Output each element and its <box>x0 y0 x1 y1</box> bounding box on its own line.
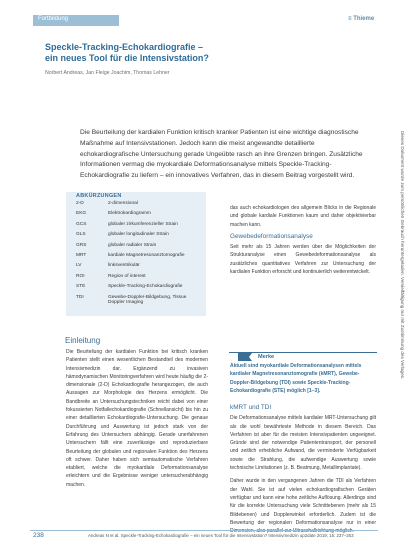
abbreviation-row <box>76 243 206 253</box>
right-para-3: Die Deformationsanalyse mittels kardialer MRT-Untersuchung gilt als die wohl bewährteste Methode in diesem Bereich. Das Verfahren ist aber für die meisten Intensivpatienten ungeeignet. Gründe sind der notwendige Patiententransport, der personell und zeitlich erhebliche Aufwand, die verminderte Verfügbarkeit sowie die Strahlung, die aufwendige Auswertung sowie technische Limitationen (z. B. Beatmung, Metallimplantate). <box>230 415 376 472</box>
abbreviation-key: LV <box>76 263 82 269</box>
abbreviation-row <box>76 232 206 242</box>
abbreviation-value: kardiale Magnetresonanztomografie <box>108 253 185 258</box>
publisher-mark <box>348 16 374 22</box>
abbreviation-row <box>76 284 206 294</box>
publisher-name: Thieme <box>353 16 375 22</box>
section-heading-kmrt-tdi: kMRT und TDI <box>230 404 272 411</box>
abbreviation-key: EKG <box>76 211 87 217</box>
abbreviation-key: GCS <box>76 221 87 227</box>
abbreviation-key: 2-D <box>76 201 84 206</box>
merke-text: Aktuell sind myokardiale Deformationsanalysen mittels kardialer Magnetresonanztomografie (kMRT), Gewebe-Doppler-Bildgebung (TDI) sowie Speckle-Tracking-Echokardiografie (STE) möglich [1–3]. <box>230 363 362 394</box>
abbreviation-row <box>76 211 206 221</box>
abbreviation-value: globaler radialer Strain <box>108 242 157 248</box>
merke-flag-icon <box>238 353 252 361</box>
right-column-lower <box>230 404 376 535</box>
article-title <box>45 42 345 64</box>
abbreviation-value: Speckle-Tracking-Echokardiografie <box>108 284 183 290</box>
section-label: Fortbildung <box>38 16 69 22</box>
abbreviation-value: Gewebe-Doppler-Bildgebung, Tissue Doppler Imaging <box>108 294 187 305</box>
right-para-2: Seit mehr als 15 Jahren werden über die Möglichkeiten der Strukturanalyse einen Gewebedeformationsanalyse als zusätzliches quantitatives Verfahren zur Untersuchung der kardialen Funktion erforscht und kontinuierlich weiterentwickelt. <box>230 244 376 276</box>
abbreviation-key: ROI <box>76 273 85 279</box>
abbreviation-key: GRS <box>76 242 87 248</box>
title-line-1: Speckle-Tracking-Echokardiografie – <box>45 42 204 52</box>
intro-heading: Einleitung <box>65 336 101 345</box>
abbreviation-row <box>76 274 206 284</box>
abstract: Die Beurteilung der kardialen Funktion kritisch kranker Patienten ist eine wichtige diagnostische Maßnahme auf Intensivstationen. Jedoch kann die meist angewandte detaillierte echokardiografische Untersuchung gerade Ungeübte rasch an ihre Grenzen bringen. Zusätzliche Informationen vermag die myokardiale Deformationsanalyse mittels Speckle-Tracking-Echokardiografie zu liefern – ein innovatives Verfahren, das in diesem Beitrag vorgestellt wird. <box>80 129 363 180</box>
side-note-text: Dieses Dokument wurde zum persönlichen Gebrauch heruntergeladen. Vervielfältigung nur mit Zustimmung des Verlages. <box>400 131 405 380</box>
section-heading-deformation: Gewebedeformationsanalyse <box>230 232 313 240</box>
abbreviation-row <box>76 253 206 263</box>
abbreviation-row <box>76 263 206 273</box>
page-number: 238 <box>33 532 44 539</box>
abbreviation-row <box>76 295 206 305</box>
abbreviation-key: GLS <box>76 232 86 238</box>
right-para-1: das auch echokardiologen des allgemein Blicks in die Regionale und globale kardiale Funktionen kaum und daher objektivierbar machen kann. <box>230 205 376 228</box>
abbreviation-value: 2-dimensional <box>108 201 138 206</box>
merke-label: Merke <box>258 354 275 360</box>
publisher-icon: ≡ <box>348 16 352 22</box>
abbreviations-list <box>76 201 206 316</box>
abbreviation-value: linksventrikulär <box>108 263 140 269</box>
title-line-2: ein neues Tool für die Intensivstation? <box>45 53 209 63</box>
abbreviation-value: globaler zirkumferenzieller Strain <box>108 221 178 227</box>
abbreviation-value: globaler longitudinaler Strain <box>108 232 169 238</box>
footer-citation: Andreas N et al. Speckle-Tracking-Echokardiografie – ein neues Tool für die Intensivstation? Intensivmedizin up2date 2019; 15: 237–253 <box>88 533 354 538</box>
section-tab <box>33 15 119 26</box>
intro-text: Die Beurteilung der kardialen Funktion bei kritisch kranken Patienten stellt einen wesentlichen Bestandteil des modernen Intensivmedizin dar. Ergänzend zu invasiven hämodynamischen Monitoringverfahren wird heute häufig die 2-dimensionale (2-D) Echokardiografie herangezogen, die auch Aussagen zur Morphologie des Herzens ermöglicht. Die Bandbreite an Untersuchungstechniken reicht dabei von einer fokussierten Notfallechokardiografie (Schnellansicht) bis hin zu einer detaillierten Echokardiografie-Untersuchung. Die genaue Durchführung und Auswertung ist jedoch stark von der Erfahrung des Untersuchers abhängig. Gerade unerfahrenen Untersuchern fällt eine zuverlässige und reproduzierbare Beurteilung der globalen und regionalen Funktion des Herzens oft schwer. Daher haben sich semiautomatische Verfahren etabliert, welche die myokardiale Deformationsanalyse erleichtern und die Ergebnisse weniger untersucherabhängig machen. <box>66 349 208 488</box>
right-para-4: Daher wurde in den vergangenen Jahren die TDI als Verfahren der Wahl. Sie ist auf vielen echokardiografischen Geräten verfügbar und kann eine hohe zeitliche Auflösung. Allerdings sind für die korrekte Untersuchung viele Schnittebenen (mehr als 15 Bildebenen) und Dopplerwinkel erforderlich. Zudem ist die Bewertung der regionalen Deformationsanalyse nur in einer Dimension, also parallel zur Ultraschallrichtung möglich. <box>230 478 376 535</box>
abbreviations-title: ABKÜRZUNGEN <box>76 193 122 199</box>
abbreviation-value: Elektrokardiogramm <box>108 211 151 217</box>
abbreviation-value: Region of interest <box>108 273 146 279</box>
footer-divider <box>30 530 378 531</box>
abbreviation-key: MRT <box>76 253 87 258</box>
abbreviation-key: STE <box>76 284 86 290</box>
side-copyright-note <box>395 131 405 521</box>
abbreviation-row <box>76 222 206 232</box>
abbreviation-row <box>76 201 206 211</box>
abbreviation-key: TDI <box>76 294 84 300</box>
right-column <box>230 204 376 276</box>
authors: Norbert Andreas, Jan Fleige Joachim, Thomas Lehner <box>45 70 170 76</box>
